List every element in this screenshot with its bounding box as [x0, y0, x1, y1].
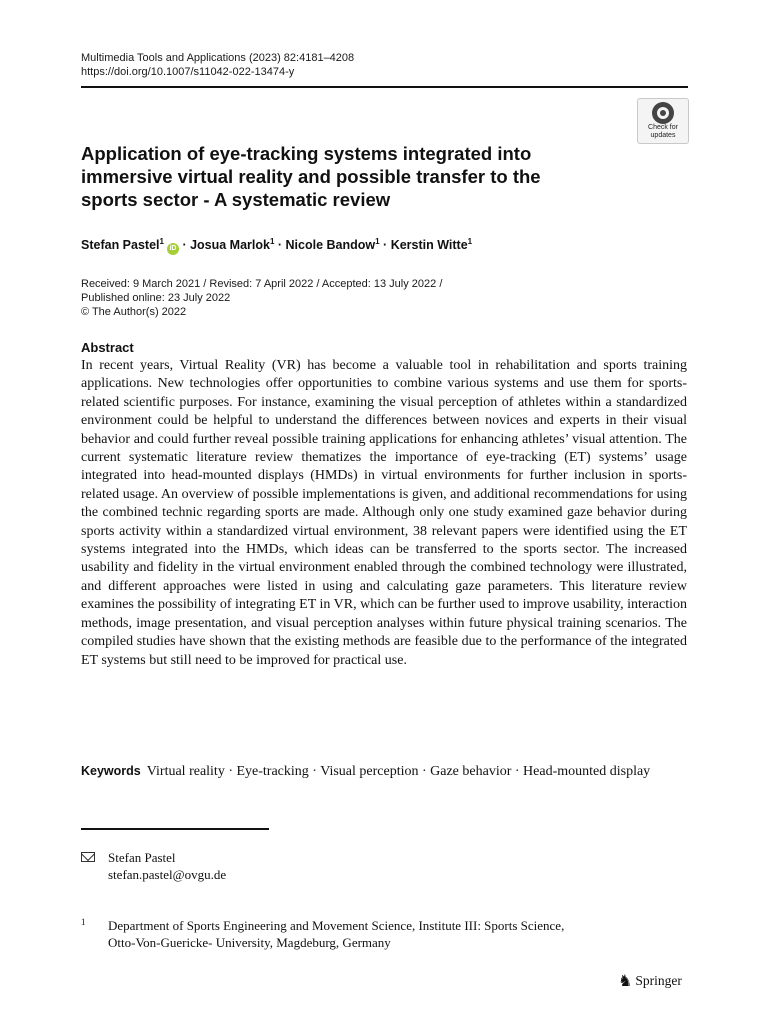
author-name[interactable]: Stefan Pastel: [81, 238, 160, 252]
publication-dates: [81, 277, 442, 319]
springer-horse-icon: ♞: [618, 973, 633, 990]
check-for-updates-badge[interactable]: [637, 98, 689, 144]
author-affiliation-mark: 1: [159, 237, 164, 246]
author-separator: ·: [379, 238, 391, 252]
journal-line: Multimedia Tools and Applications (2023) 82:4181–4208: [81, 52, 355, 64]
author-name[interactable]: Josua Marlok: [190, 238, 270, 252]
keywords-list: Virtual reality · Eye-tracking · Visual perception · Gaze behavior · Head-mounted display: [146, 764, 651, 779]
publisher-logo: [618, 972, 682, 991]
corresponding-author-email[interactable]: stefan.pastel@ovgu.de: [108, 867, 227, 882]
author-separator: ·: [178, 238, 191, 252]
author-name[interactable]: Nicole Bandow: [285, 238, 376, 252]
published-online: Published online: 23 July 2022: [81, 292, 231, 304]
keywords-section: [81, 762, 687, 781]
orcid-icon[interactable]: iD: [167, 243, 179, 255]
paper-title: Application of eye-tracking systems integrated into immersive virtual reality and possible transfer to the sports sector - A systematic review: [81, 143, 541, 210]
abstract-heading: Abstract: [81, 340, 134, 355]
publisher-name: Springer: [635, 973, 682, 988]
received-revised-accepted: Received: 9 March 2021 / Revised: 7 April 2022 / Accepted: 13 July 2022 /: [81, 278, 443, 290]
affiliation-line: Otto-Von-Guericke- University, Magdeburg, Germany: [108, 935, 391, 950]
badge-label: Check for updates: [648, 124, 678, 139]
corresponding-author-name: Stefan Pastel: [108, 850, 176, 865]
header-rule: [81, 86, 688, 88]
envelope-icon: [81, 852, 95, 862]
keywords-heading: Keywords: [81, 764, 141, 778]
abstract-body: In recent years, Virtual Reality (VR) has become a valuable tool in rehabilitation and sports training applications. New technologies offer opportunities to combine various systems and use them for sports-related scientific purposes. For instance, examining the visual perception of athletes within a standardized environment could be helpful to understand the differences between novices and experts in their visual behavior and could further reveal possible training applications for enhancing athletes’ visual attention. The current systematic literature review thematizes the importance of eye-tracking (ET) systems’ usage integrated into head-mounted displays (HMDs) in virtual environments for further inclusion in sports-related usage. An overview of possible implementations is given, and additional recommendations for using the combined technic regarding sports are made. Although only one study examined gaze behavior during sports activity within a standardized virtual environment, 38 relevant papers were identified using the ET systems integrated into the HMDs, which ideas can be transferred to the sports sector. The increased usability and fidelity in the virtual environment enabled through the combined technology were illustrated, and different approaches were listed in using and calculating gaze parameters. This literature review examines the possibility of integrating ET in VR, which can be further used to improve usability, interaction methods, image presentation, and visual perception analyses within future physical training scenarios. The compiled studies have shown that the existing methods are feasible due to the performance of the integrated ET systems but still need to be improved for practical use.: [81, 358, 687, 668]
author-affiliation-mark: 1: [467, 237, 473, 246]
author-separator: ·: [274, 238, 286, 252]
footnote-rule: [81, 828, 269, 830]
author-list: [81, 234, 472, 255]
author-affiliation-mark: 1: [269, 237, 275, 246]
check-for-updates-icon: [652, 102, 674, 124]
doi-link[interactable]: https://doi.org/10.1007/s11042-022-13474-y: [81, 66, 295, 78]
affiliation-line: Department of Sports Engineering and Movement Science, Institute III: Sports Science,: [108, 918, 565, 933]
author-affiliation-mark: 1: [375, 237, 380, 246]
copyright: © The Author(s) 2022: [81, 306, 187, 318]
journal-citation: [81, 51, 354, 79]
author-name[interactable]: Kerstin Witte: [390, 238, 468, 252]
affiliation-number: 1: [81, 917, 86, 927]
